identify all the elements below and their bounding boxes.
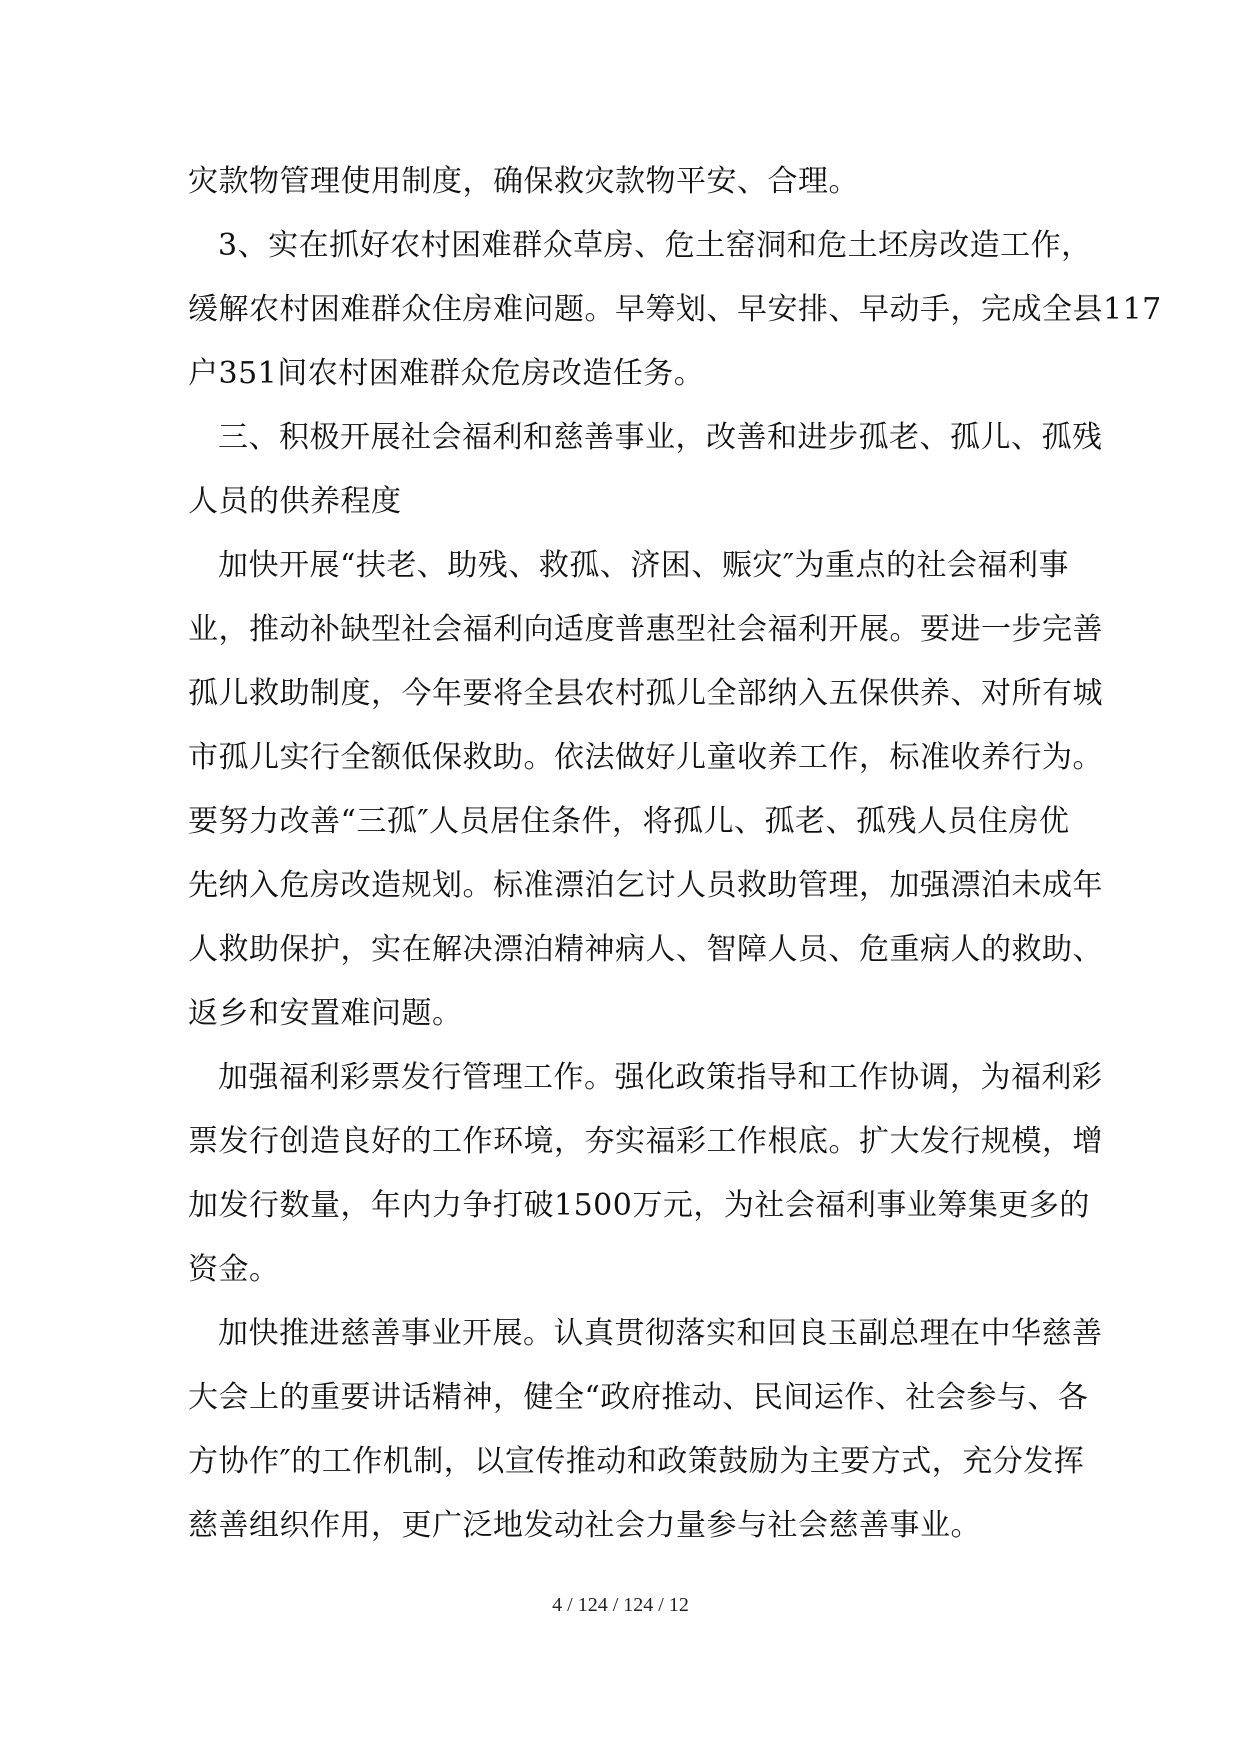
text-line: 慈善组织作用，更广泛地发动社会力量参与社会慈善事业。 [188,1508,981,1543]
text-line: 加发行数量，年内力争打破1500万元，为社会福利事业筹集更多的 [188,1188,1090,1223]
text-line: 业，推动补缺型社会福利向适度普惠型社会福利开展。要进一步完善 [188,612,1103,647]
text-line: 票发行创造良好的工作环境，夯实福彩工作根底。扩大发行规模，增 [188,1124,1103,1159]
text-line: 孤儿救助制度，今年要将全县农村孤儿全部纳入五保供养、对所有城 [188,676,1103,711]
text-line: 三、积极开展社会福利和慈善事业，改善和进步孤老、孤儿、孤残 [218,420,1103,455]
text-line: 先纳入危房改造规划。标准漂泊乞讨人员救助管理，加强漂泊未成年 [188,868,1103,903]
text-line: 灾款物管理使用制度，确保救灾款物平安、合理。 [188,164,859,199]
text-line: 要努力改善“三孤″人员居住条件，将孤儿、孤老、孤残人员住房优 [188,804,1070,839]
paragraph [188,214,1162,406]
paragraph [188,534,1103,1046]
text-line: 资金。 [188,1252,280,1287]
paragraph [188,1302,1103,1558]
text-line: 加快推进慈善事业开展。认真贯彻落实和回良玉副总理在中华慈善 [218,1316,1103,1351]
text-line: 3、实在抓好农村困难群众草房、危土窑洞和危土坯房改造工作， [218,228,1092,263]
paragraph [188,1046,1103,1302]
text-line: 缓解农村困难群众住房难问题。早筹划、早安排、早动手，完成全县117 [188,292,1162,327]
text-line: 市孤儿实行全额低保救助。依法做好儿童收养工作，标准收养行为。 [188,740,1103,775]
text-line: 大会上的重要讲话精神，健全“政府推动、民间运作、社会参与、各 [188,1380,1089,1415]
text-line: 返乡和安置难问题。 [188,996,463,1031]
text-line: 方协作″的工作机制，以宣传推动和政策鼓励为主要方式，充分发挥 [188,1444,1085,1479]
text-line: 户351间农村困难群众危房改造任务。 [188,356,705,391]
text-line: 加强福利彩票发行管理工作。强化政策指导和工作协调，为福利彩 [218,1060,1103,1095]
text-line: 人员的供养程度 [188,484,402,519]
paragraph [188,150,1060,214]
text-line: 人救助保护，实在解决漂泊精神病人、智障人员、危重病人的救助、 [188,932,1103,967]
page-number: 4 / 124 / 124 / 12 [552,1594,689,1616]
document-body [188,150,1162,1558]
section-heading [188,406,1103,534]
text-line: 加快开展“扶老、助残、救孤、济困、赈灾″为重点的社会福利事 [218,548,1070,583]
